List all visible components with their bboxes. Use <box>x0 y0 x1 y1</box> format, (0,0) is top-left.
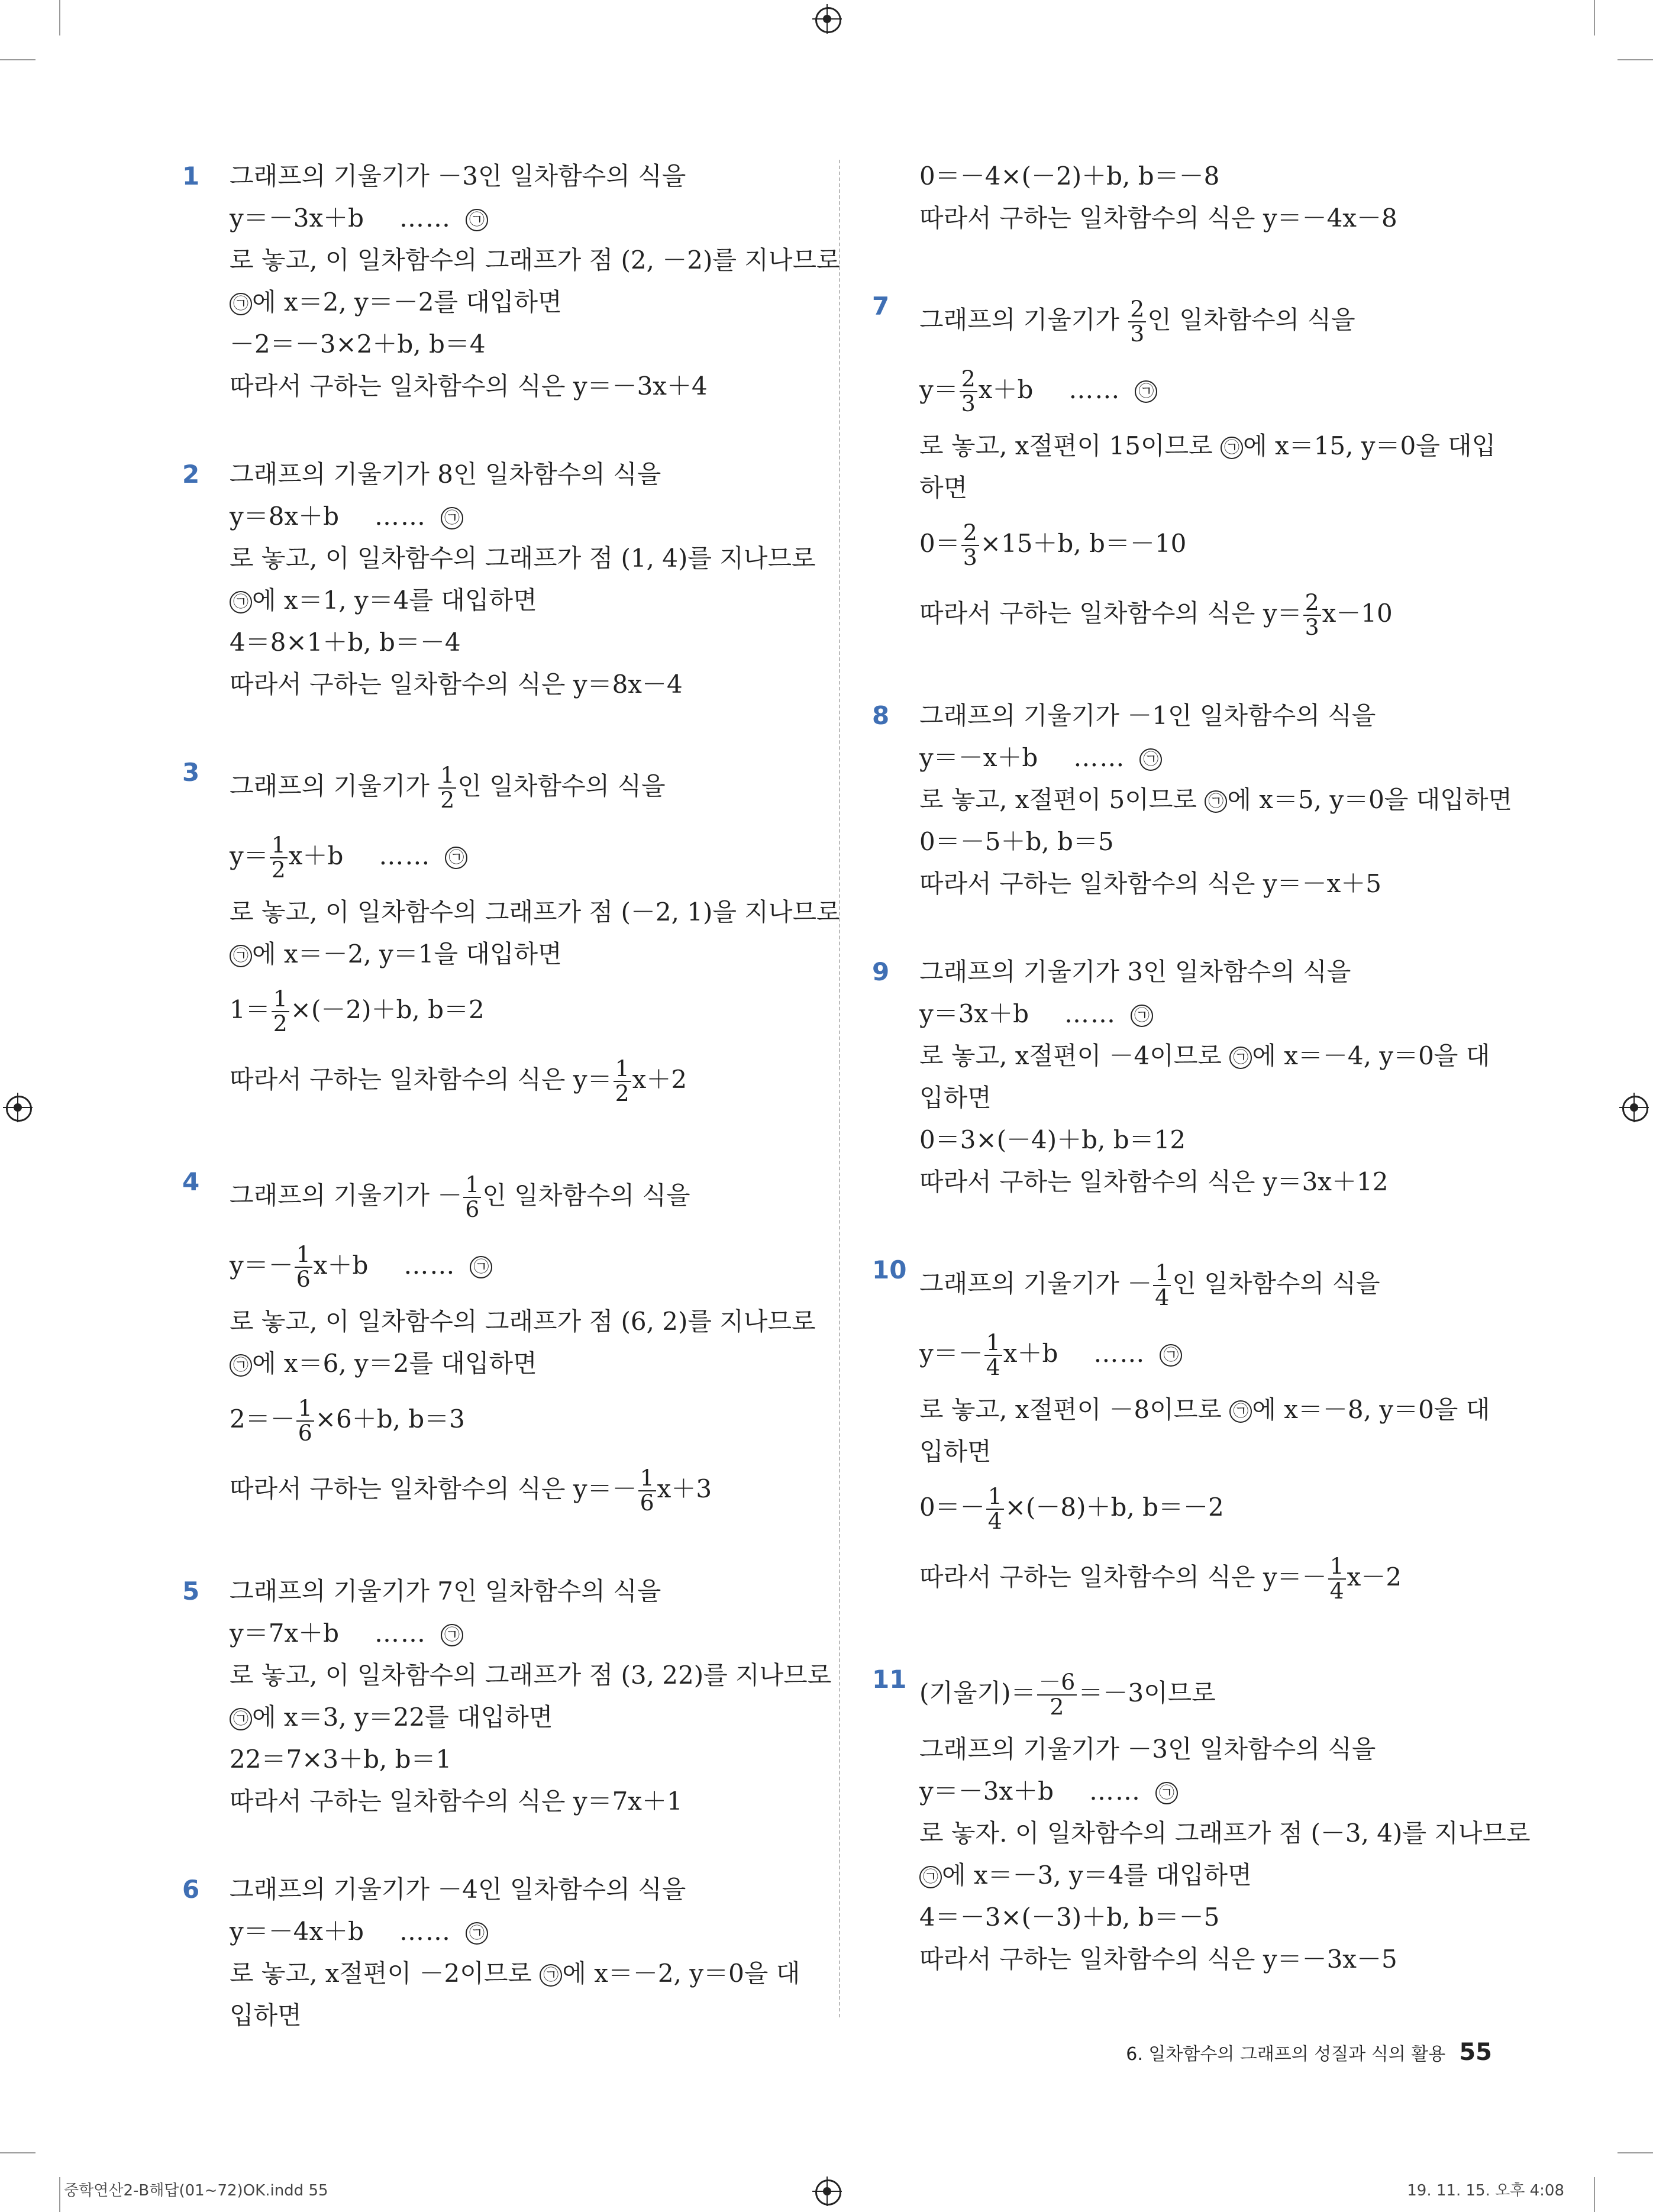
text-run: ×6＋b, b＝3 <box>315 1404 465 1433</box>
fraction <box>1037 1671 1077 1719</box>
text-run: 에 x＝1, y＝4를 대입하면 <box>252 586 537 615</box>
numerator: 2 <box>1303 591 1321 616</box>
text-run: 에 x＝－2, y＝0을 대 <box>562 1959 800 1988</box>
text-run: 에 x＝6, y＝2를 대입하면 <box>252 1349 537 1378</box>
fraction <box>1153 1261 1171 1309</box>
circled-marker-icon: ㉠ <box>470 1256 492 1278</box>
ellipsis: …… <box>374 1619 427 1648</box>
text-run: 따라서 구하는 일차함수의 식은 y＝－ <box>919 1562 1327 1591</box>
circled-marker-icon: ㉠ <box>1229 1047 1252 1069</box>
text-run: x＋b <box>313 1251 369 1280</box>
solution-line <box>230 1161 833 1231</box>
numerator: 1 <box>638 1467 656 1491</box>
solution-line: 로 놓고, 이 일차함수의 그래프가 점 (3, 22)를 지나므로 <box>230 1661 832 1690</box>
solution-line <box>230 579 833 621</box>
chapter-title: 6. 일차함수의 그래프의 성질과 식의 활용 <box>1126 2044 1446 2065</box>
solution-line: 그래프의 기울기가 －3인 일차함수의 식을 <box>919 1735 1376 1764</box>
crop-mark <box>1594 0 1595 35</box>
solution-line: 따라서 구하는 일차함수의 식은 y＝－4x－8 <box>919 204 1397 232</box>
denominator: 3 <box>1305 614 1319 640</box>
circled-marker-icon: ㉠ <box>441 1624 463 1646</box>
solution-line: 0＝－5＋b, b＝5 <box>919 827 1114 856</box>
text-run: 인 일차함수의 식을 <box>1172 1269 1380 1298</box>
circled-marker-icon: ㉠ <box>230 293 252 315</box>
fraction <box>614 1057 631 1105</box>
text-run: ×(－8)＋b, b＝－2 <box>1005 1493 1224 1522</box>
text-run: ×(－2)＋b, b＝2 <box>290 995 485 1024</box>
solution-line <box>919 1319 1523 1388</box>
solution-line: 그래프의 기울기가 －4인 일차함수의 식을 <box>230 1875 686 1904</box>
denominator: 2 <box>440 787 455 813</box>
circled-marker-icon: ㉠ <box>1131 1005 1153 1027</box>
problem-7 <box>872 285 1523 648</box>
text-run: 에 x＝－4, y＝0을 대 <box>1252 1041 1490 1070</box>
circled-marker-icon: ㉠ <box>466 209 488 231</box>
problem-3 <box>182 751 841 1115</box>
solution-line: 그래프의 기울기가 －3인 일차함수의 식을 <box>230 162 686 190</box>
solution-line <box>919 509 1523 579</box>
crop-mark <box>59 0 60 35</box>
solution-line: 4＝8×1＋b, b＝－4 <box>230 628 461 657</box>
fraction <box>272 987 289 1035</box>
numerator: 1 <box>1153 1261 1171 1286</box>
solution-line: 따라서 구하는 일차함수의 식은 y＝7x＋1 <box>230 1787 683 1816</box>
problem-number: 8 <box>872 701 890 730</box>
problem-2 <box>182 453 833 705</box>
registration-mark-top <box>815 7 841 33</box>
denominator: 3 <box>963 544 977 570</box>
column-divider <box>839 160 840 2017</box>
denominator: 3 <box>1130 321 1145 347</box>
denominator: 2 <box>271 857 286 883</box>
problem-1 <box>182 155 841 407</box>
text-run: 에 x＝5, y＝0을 대입하면 <box>1227 785 1513 814</box>
ellipsis: …… <box>399 1917 452 1946</box>
solution-line: 따라서 구하는 일차함수의 식은 y＝－3x＋4 <box>230 372 708 401</box>
solution-line: 입하면 <box>919 1083 992 1112</box>
solution-line: 4＝－3×(－3)＋b, b＝－5 <box>919 1903 1220 1932</box>
solution-line <box>230 751 833 821</box>
text-run: y＝－ <box>230 1251 293 1280</box>
page-footer <box>1126 2039 1492 2066</box>
solution-line <box>919 285 1523 355</box>
problem-number: 11 <box>872 1665 907 1694</box>
solution-line: 입하면 <box>919 1437 992 1466</box>
solution-line <box>919 1658 1523 1728</box>
problem-number: 5 <box>182 1577 200 1606</box>
text-run: 로 놓고, x절편이 15이므로 <box>919 431 1221 460</box>
solution-line <box>230 495 833 537</box>
numerator: 1 <box>986 1485 1004 1510</box>
solution-line <box>230 281 833 323</box>
numerator: 1 <box>272 987 289 1012</box>
slug-date: 19. 11. 15. 오후 4:08 <box>1407 2182 1564 2200</box>
ellipsis: …… <box>403 1251 456 1280</box>
solution-line <box>230 1696 833 1738</box>
numerator: 2 <box>960 367 977 392</box>
solution-line <box>230 975 833 1045</box>
text-run: 그래프의 기울기가 <box>230 771 438 800</box>
problem-number: 6 <box>182 1875 200 1904</box>
text-run: y＝－4x＋b <box>230 1917 364 1946</box>
crop-mark <box>0 2152 35 2153</box>
crop-mark <box>1594 2177 1595 2212</box>
problem-number: 9 <box>872 957 890 986</box>
solution-line: 따라서 구하는 일차함수의 식은 y＝－x＋5 <box>919 869 1381 898</box>
circled-marker-icon: ㉠ <box>230 1708 252 1730</box>
circled-marker-icon: ㉠ <box>540 1964 562 1987</box>
text-run: x＋b <box>288 841 344 870</box>
text-run: 인 일차함수의 식을 <box>1147 305 1355 334</box>
text-run: y＝3x＋b <box>919 999 1029 1028</box>
text-run: 따라서 구하는 일차함수의 식은 y＝ <box>919 599 1302 628</box>
denominator: 4 <box>1329 1578 1344 1604</box>
solution-line <box>230 197 833 239</box>
fraction <box>986 1485 1004 1533</box>
text-run: ×15＋b, b＝－10 <box>980 529 1187 558</box>
text-run: y＝－ <box>919 1339 983 1368</box>
text-run: 0＝ <box>919 529 960 558</box>
right-column <box>872 155 1531 2026</box>
circled-marker-icon: ㉠ <box>441 507 463 529</box>
solution-line: 따라서 구하는 일차함수의 식은 y＝3x＋12 <box>919 1167 1389 1196</box>
solution-line <box>919 1854 1523 1896</box>
text-run: 로 놓고, x절편이 5이므로 <box>919 785 1205 814</box>
numerator: 1 <box>296 1397 314 1422</box>
numerator: 1 <box>295 1243 312 1268</box>
circled-marker-icon: ㉠ <box>230 591 252 613</box>
circled-marker-icon: ㉠ <box>1155 1782 1178 1804</box>
fraction <box>296 1397 314 1445</box>
problem-5 <box>182 1570 833 1822</box>
solution-line: 0＝3×(－4)＋b, b＝12 <box>919 1125 1186 1154</box>
circled-marker-icon: ㉠ <box>1221 437 1243 459</box>
solution-line <box>919 1388 1523 1430</box>
problem-10 <box>872 1249 1523 1612</box>
denominator: 3 <box>961 390 976 416</box>
text-run: 따라서 구하는 일차함수의 식은 y＝ <box>230 1065 612 1094</box>
denominator: 4 <box>1155 1284 1170 1310</box>
crop-mark <box>1618 2152 1653 2153</box>
fraction <box>1303 591 1321 639</box>
solution-line <box>230 1612 833 1654</box>
ellipsis: …… <box>1089 1777 1142 1806</box>
solution-line: 따라서 구하는 일차함수의 식은 y＝8x－4 <box>230 670 683 699</box>
circled-marker-icon: ㉠ <box>466 1922 488 1945</box>
ellipsis: …… <box>1064 999 1117 1028</box>
solution-line <box>919 1035 1523 1077</box>
problem-number: 1 <box>182 162 200 190</box>
text-run: 따라서 구하는 일차함수의 식은 y＝－ <box>230 1474 637 1503</box>
circled-marker-icon: ㉠ <box>1139 748 1162 771</box>
solution-line: 그래프의 기울기가 －1인 일차함수의 식을 <box>919 701 1376 730</box>
solution-line: 로 놓고, 이 일차함수의 그래프가 점 (2, －2)를 지나므로 <box>230 246 841 275</box>
solution-line: 로 놓고, 이 일차함수의 그래프가 점 (1, 4)를 지나므로 <box>230 544 816 573</box>
crop-mark <box>0 59 35 60</box>
text-run: 에 x＝2, y＝－2를 대입하면 <box>252 288 562 317</box>
solution-line <box>230 1045 833 1115</box>
problem-9 <box>872 951 1523 1203</box>
numerator: 1 <box>984 1331 1002 1356</box>
solution-line <box>919 1472 1523 1542</box>
text-run: 로 놓고, x절편이 －8이므로 <box>919 1395 1230 1424</box>
text-run: x＋b <box>1003 1339 1058 1368</box>
solution-line <box>919 1542 1523 1612</box>
ellipsis: …… <box>399 204 452 232</box>
text-run: 로 놓고, x절편이 －2이므로 <box>230 1959 540 1988</box>
solution-line: 그래프의 기울기가 3인 일차함수의 식을 <box>919 957 1351 986</box>
problem-6 <box>182 1868 833 2036</box>
fraction <box>295 1243 312 1291</box>
text-run: y＝7x＋b <box>230 1619 340 1648</box>
text-run: 0＝－ <box>919 1493 985 1522</box>
solution-line <box>230 1342 833 1384</box>
solution-line: 그래프의 기울기가 7인 일차함수의 식을 <box>230 1577 661 1606</box>
text-run: 2＝－ <box>230 1404 295 1433</box>
circled-marker-icon: ㉠ <box>230 1354 252 1377</box>
ellipsis: …… <box>374 502 427 531</box>
text-run: 그래프의 기울기가 － <box>230 1181 463 1210</box>
text-run: x＋b <box>978 375 1034 404</box>
text-run: 그래프의 기울기가 <box>919 305 1128 334</box>
solution-line <box>230 821 833 891</box>
solution-line: 로 놓자. 이 일차함수의 그래프가 점 (－3, 4)를 지나므로 <box>919 1819 1531 1848</box>
solution-line <box>919 355 1523 425</box>
fraction <box>638 1467 656 1515</box>
numerator: 2 <box>961 521 979 546</box>
numerator: 1 <box>463 1173 481 1198</box>
solution-line <box>230 1454 833 1524</box>
solution-line <box>230 1952 833 1994</box>
text-run: 인 일차함수의 식을 <box>482 1181 690 1210</box>
fraction <box>961 521 979 569</box>
solution-line: 그래프의 기울기가 8인 일차함수의 식을 <box>230 460 661 489</box>
text-run: y＝ <box>919 375 958 404</box>
solution-line <box>230 1384 833 1454</box>
circled-marker-icon: ㉠ <box>1205 790 1227 813</box>
denominator: 6 <box>640 1490 654 1516</box>
crop-mark <box>1618 59 1653 60</box>
solution-line <box>230 1231 833 1300</box>
numerator: 1 <box>1328 1555 1346 1580</box>
text-run: y＝8x＋b <box>230 502 340 531</box>
denominator: 6 <box>298 1420 312 1446</box>
circled-marker-icon: ㉠ <box>1135 380 1157 403</box>
slug-filename: 중학연산2-B해답(01~72)OK.indd 55 <box>64 2182 328 2200</box>
denominator: 2 <box>615 1080 629 1106</box>
problem-cont <box>872 155 1523 239</box>
text-run: 에 x＝－3, y＝4를 대입하면 <box>942 1861 1252 1890</box>
solution-line <box>919 579 1523 648</box>
text-run: 에 x＝3, y＝22를 대입하면 <box>252 1703 553 1732</box>
problem-number: 4 <box>182 1167 200 1196</box>
registration-mark-left <box>6 1096 32 1122</box>
fraction <box>463 1173 481 1221</box>
problem-8 <box>872 695 1523 905</box>
registration-mark-right <box>1622 1096 1648 1122</box>
circled-marker-icon: ㉠ <box>1160 1344 1182 1367</box>
fraction <box>438 764 456 812</box>
solution-line <box>919 425 1523 467</box>
text-run: 1＝ <box>230 995 270 1024</box>
ellipsis: …… <box>1068 375 1121 404</box>
solution-line: 따라서 구하는 일차함수의 식은 y＝－3x－5 <box>919 1945 1397 1974</box>
circled-marker-icon: ㉠ <box>1229 1400 1252 1423</box>
problem-11 <box>872 1658 1531 1980</box>
text-run: y＝－x＋b <box>919 743 1038 772</box>
solution-line <box>919 779 1523 821</box>
text-run: x－2 <box>1347 1562 1402 1591</box>
circled-marker-icon: ㉠ <box>445 847 467 869</box>
solution-line: 0＝－4×(－2)＋b, b＝－8 <box>919 162 1220 190</box>
solution-line <box>919 1249 1523 1319</box>
solution-line: 로 놓고, 이 일차함수의 그래프가 점 (6, 2)를 지나므로 <box>230 1307 816 1336</box>
numerator: 1 <box>614 1057 631 1082</box>
problem-number: 10 <box>872 1255 907 1284</box>
solution-line: 하면 <box>919 473 968 502</box>
denominator: 4 <box>987 1508 1002 1534</box>
text-run: y＝ <box>230 841 269 870</box>
fraction <box>1328 1555 1346 1603</box>
solution-line <box>919 737 1523 779</box>
ellipsis: …… <box>1093 1339 1146 1368</box>
text-run: x＋2 <box>632 1065 687 1094</box>
text-run: 에 x＝－8, y＝0을 대 <box>1252 1395 1490 1424</box>
problem-number: 7 <box>872 292 890 321</box>
fraction <box>984 1331 1002 1379</box>
text-run: x－10 <box>1322 599 1393 628</box>
solution-line: 입하면 <box>230 2001 302 2030</box>
solution-line: －2＝－3×2＋b, b＝4 <box>230 330 486 359</box>
circled-marker-icon: ㉠ <box>230 945 252 967</box>
denominator: 6 <box>296 1266 311 1292</box>
text-run: x＋3 <box>657 1474 712 1503</box>
text-run: ＝－3이므로 <box>1078 1678 1216 1707</box>
text-run: 인 일차함수의 식을 <box>457 771 666 800</box>
numerator: －6 <box>1037 1671 1077 1696</box>
page-number: 55 <box>1459 2039 1492 2066</box>
registration-mark-bottom <box>815 2179 841 2205</box>
text-run: (기울기)＝ <box>919 1678 1036 1707</box>
crop-mark <box>59 2177 60 2212</box>
fraction <box>960 367 977 415</box>
denominator: 2 <box>273 1010 288 1036</box>
text-run: y＝－3x＋b <box>919 1777 1054 1806</box>
solution-line <box>230 1910 833 1952</box>
solution-line <box>919 1770 1523 1812</box>
circled-marker-icon: ㉠ <box>919 1866 942 1888</box>
numerator: 1 <box>270 834 288 858</box>
denominator: 2 <box>1050 1694 1064 1720</box>
fraction <box>1128 298 1146 345</box>
solution-line <box>230 933 833 975</box>
text-run: 에 x＝－2, y＝1을 대입하면 <box>252 939 562 968</box>
text-run: 그래프의 기울기가 － <box>919 1269 1152 1298</box>
ellipsis: …… <box>1073 743 1126 772</box>
numerator: 2 <box>1128 298 1146 322</box>
solution-line: 로 놓고, 이 일차함수의 그래프가 점 (－2, 1)을 지나므로 <box>230 897 841 926</box>
denominator: 4 <box>986 1354 1000 1380</box>
numerator: 1 <box>438 764 456 789</box>
problem-4 <box>182 1161 833 1524</box>
fraction <box>270 834 288 881</box>
solution-line <box>919 993 1523 1035</box>
left-column <box>182 155 841 2082</box>
text-run: y＝－3x＋b <box>230 204 364 232</box>
problem-number: 2 <box>182 460 200 489</box>
denominator: 6 <box>465 1196 480 1222</box>
solution-line: 22＝7×3＋b, b＝1 <box>230 1745 452 1774</box>
text-run: 로 놓고, x절편이 －4이므로 <box>919 1041 1230 1070</box>
problem-number: 3 <box>182 758 200 787</box>
ellipsis: …… <box>379 841 431 870</box>
text-run: 에 x＝15, y＝0을 대입 <box>1243 431 1496 460</box>
